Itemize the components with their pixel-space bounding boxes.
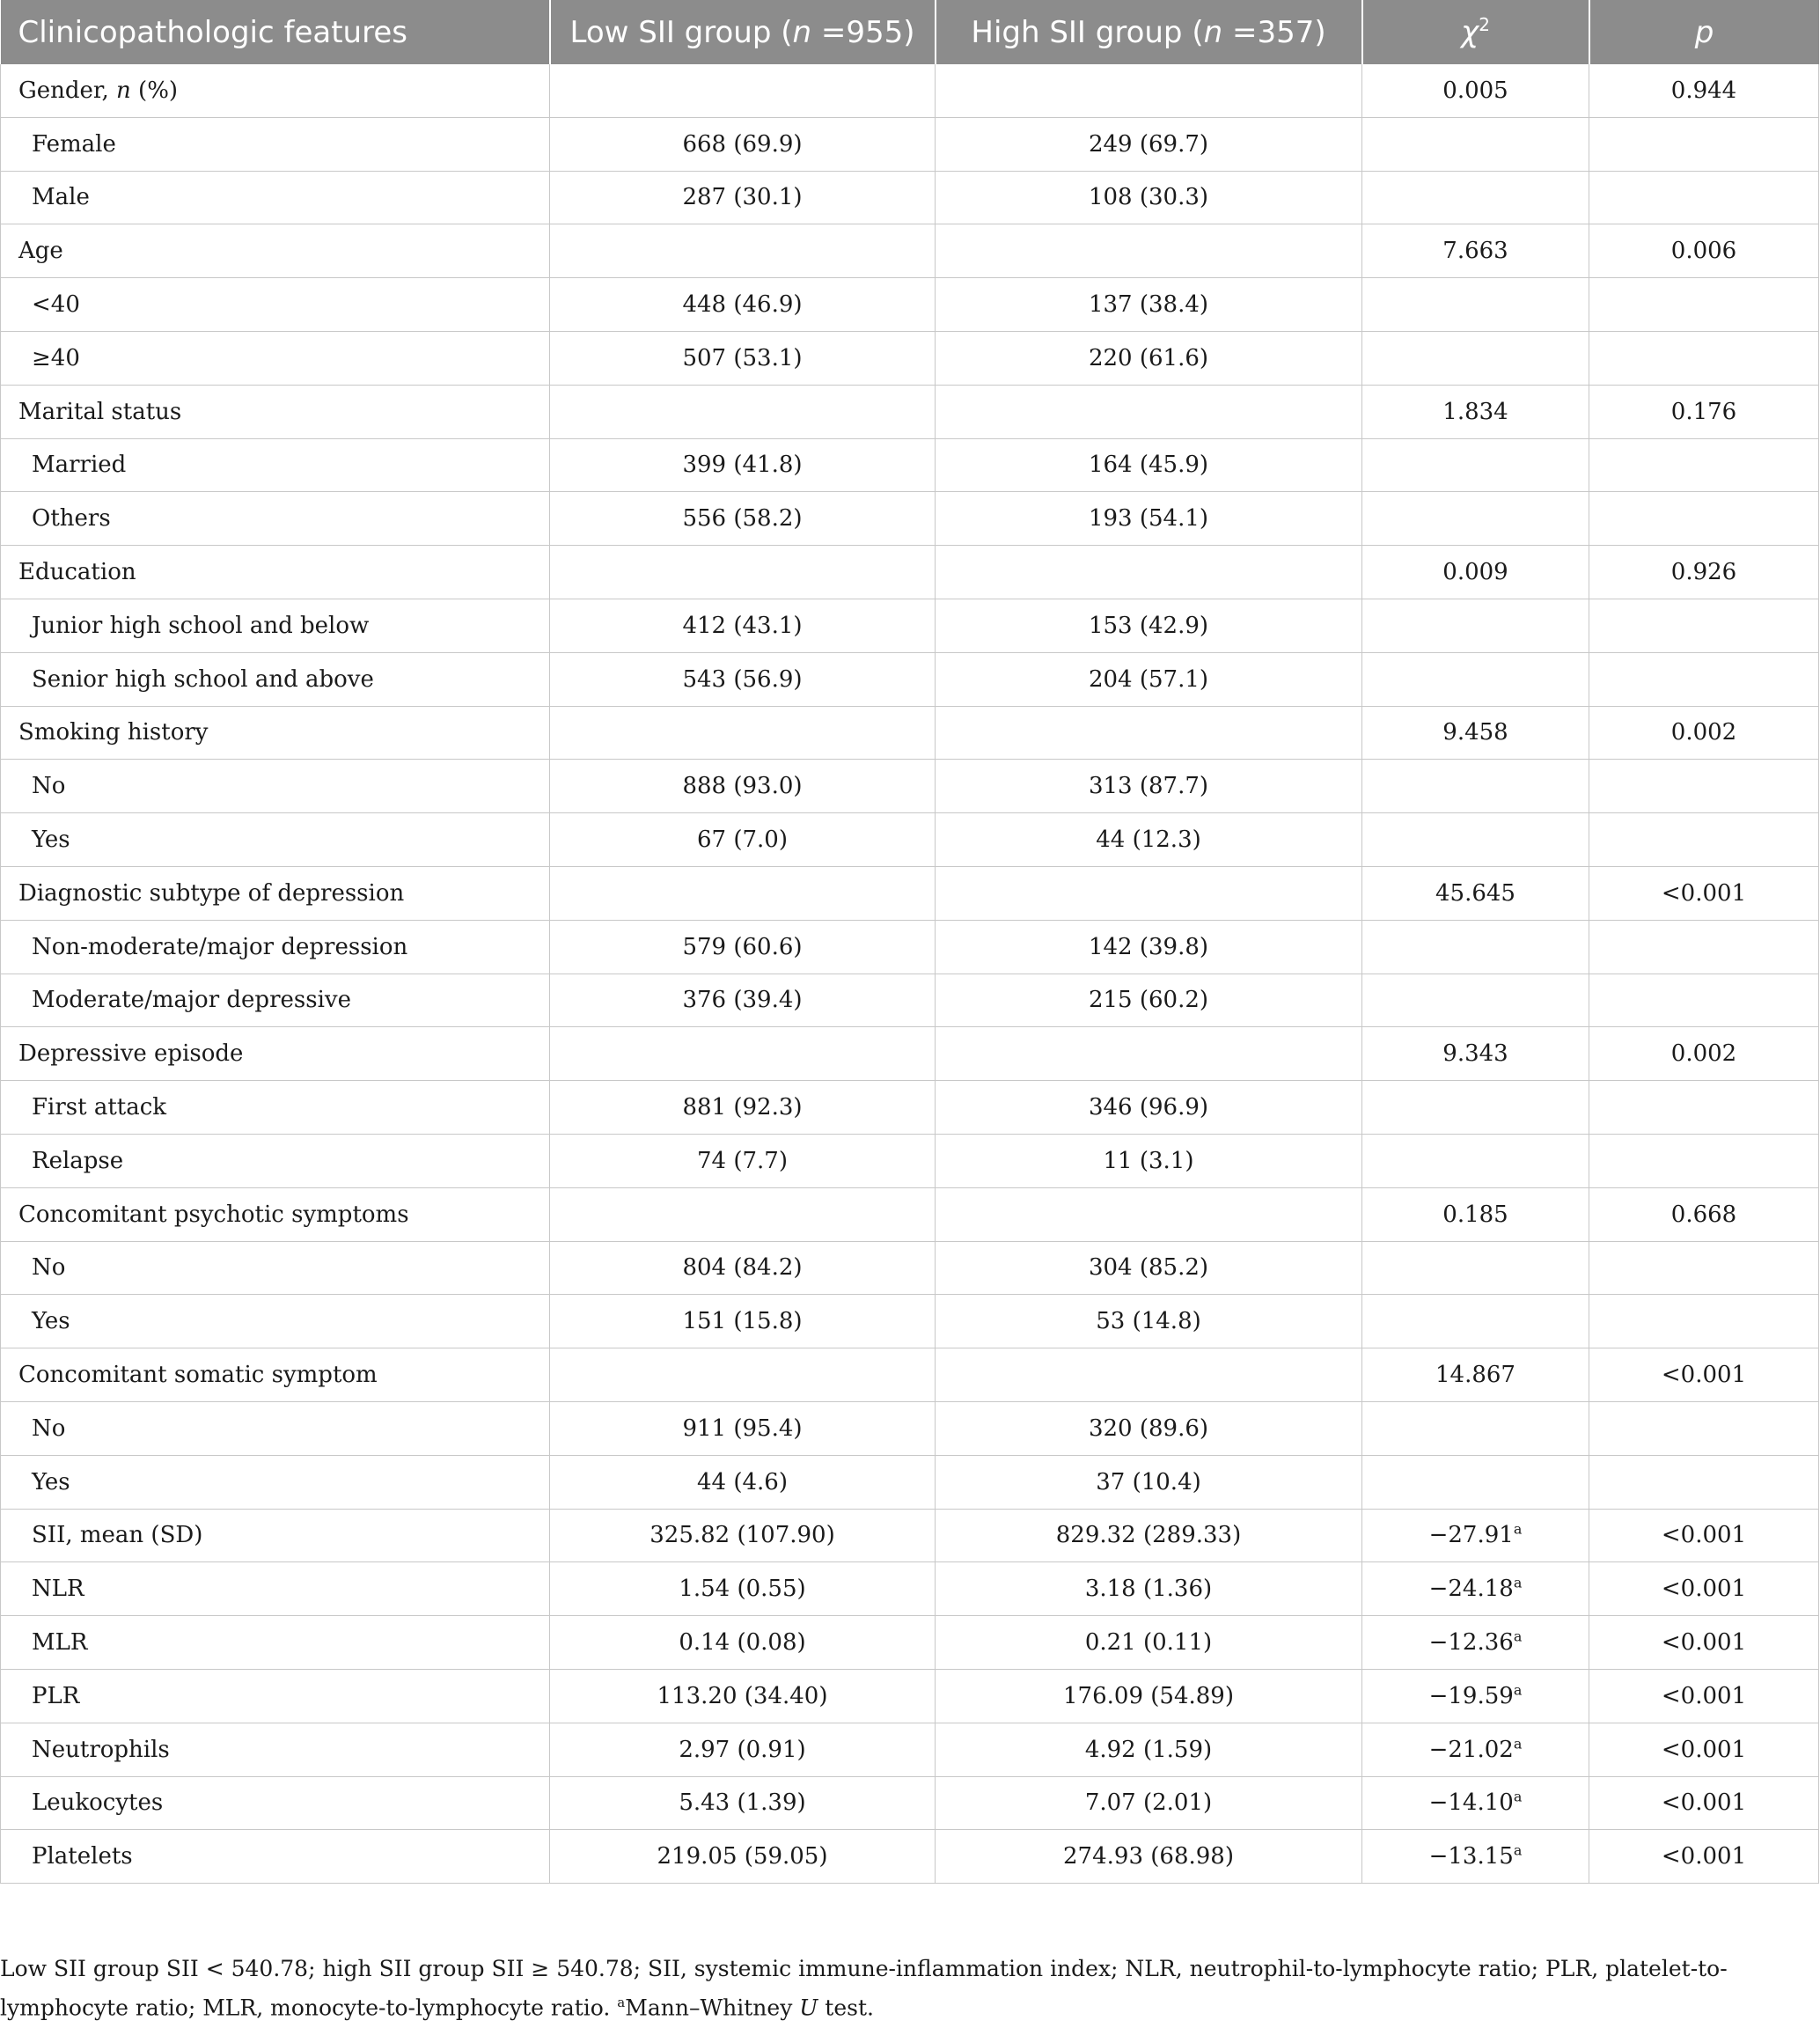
cell-chi-square bbox=[1362, 1455, 1589, 1509]
table-row bbox=[1, 974, 1819, 1027]
cell-high-sii: 215 (60.2) bbox=[936, 974, 1362, 1027]
cell-p-value: <0.001 bbox=[1589, 1776, 1819, 1830]
cell-low-sii: 543 (56.9) bbox=[550, 652, 936, 706]
cell-chi-square bbox=[1362, 813, 1589, 867]
cell-p-value bbox=[1589, 438, 1819, 492]
cell-p-value: 0.668 bbox=[1589, 1187, 1819, 1241]
cell-chi-square bbox=[1362, 599, 1589, 652]
cell-high-sii: 137 (38.4) bbox=[936, 278, 1362, 332]
table-row bbox=[1, 1348, 1819, 1402]
cell-p-value bbox=[1589, 1081, 1819, 1135]
row-label: Platelets bbox=[1, 1830, 550, 1884]
cell-chi-square: 7.663 bbox=[1362, 224, 1589, 278]
cell-low-sii: 0.14 (0.08) bbox=[550, 1616, 936, 1670]
cell-high-sii bbox=[936, 1187, 1362, 1241]
table-row bbox=[1, 866, 1819, 920]
row-label: No bbox=[1, 760, 550, 813]
row-label: Depressive episode bbox=[1, 1027, 550, 1081]
cell-p-value: <0.001 bbox=[1589, 1509, 1819, 1562]
cell-high-sii: 304 (85.2) bbox=[936, 1241, 1362, 1295]
table-row bbox=[1, 546, 1819, 599]
cell-high-sii: 829.32 (289.33) bbox=[936, 1509, 1362, 1562]
row-label: ≥40 bbox=[1, 331, 550, 385]
table-footnote: Low SII group SII < 540.78; high SII group SII ≥ 540.78; SII, systemic immune-inflammation index; NLR, neutrophil-to-lymphocyte ratio; PLR, platelet-to-lymphocyte ratio; MLR, monocyte-to-lymphocyte ratio. $^a$Mann–Whitney U test. bbox=[0, 1956, 1728, 2021]
cell-chi-square bbox=[1362, 117, 1589, 171]
cell-chi-square bbox=[1362, 1295, 1589, 1348]
row-label: No bbox=[1, 1401, 550, 1455]
cell-chi-square bbox=[1362, 974, 1589, 1027]
row-label: Married bbox=[1, 438, 550, 492]
table-row bbox=[1, 1134, 1819, 1187]
cell-high-sii: 0.21 (0.11) bbox=[936, 1616, 1362, 1670]
cell-p-value: <0.001 bbox=[1589, 1669, 1819, 1723]
cell-low-sii bbox=[550, 1027, 936, 1081]
cell-chi-square: 14.867 bbox=[1362, 1348, 1589, 1402]
row-label: Age bbox=[1, 224, 550, 278]
cell-chi-square: 0.005 bbox=[1362, 64, 1589, 117]
cell-low-sii: 881 (92.3) bbox=[550, 1081, 936, 1135]
cell-chi-square: −12.36$^a$ bbox=[1362, 1616, 1589, 1670]
cell-low-sii bbox=[550, 64, 936, 117]
table-row bbox=[1, 438, 1819, 492]
cell-high-sii: 220 (61.6) bbox=[936, 331, 1362, 385]
row-label: First attack bbox=[1, 1081, 550, 1135]
cell-low-sii: 804 (84.2) bbox=[550, 1241, 936, 1295]
cell-p-value bbox=[1589, 492, 1819, 546]
cell-chi-square: −21.02$^a$ bbox=[1362, 1723, 1589, 1776]
row-label: Concomitant somatic symptom bbox=[1, 1348, 550, 1402]
cell-high-sii bbox=[936, 1348, 1362, 1402]
table-row bbox=[1, 760, 1819, 813]
row-label: Junior high school and below bbox=[1, 599, 550, 652]
table-row bbox=[1, 1027, 1819, 1081]
cell-chi-square bbox=[1362, 331, 1589, 385]
cell-low-sii: 412 (43.1) bbox=[550, 599, 936, 652]
cell-p-value: <0.001 bbox=[1589, 1616, 1819, 1670]
cell-chi-square: 0.009 bbox=[1362, 546, 1589, 599]
cell-p-value bbox=[1589, 331, 1819, 385]
cell-p-value: 0.176 bbox=[1589, 385, 1819, 438]
cell-low-sii: 74 (7.7) bbox=[550, 1134, 936, 1187]
table-row bbox=[1, 1241, 1819, 1295]
cell-p-value: 0.002 bbox=[1589, 706, 1819, 760]
header-feature: Clinicopathologic features bbox=[1, 0, 550, 64]
cell-chi-square: −14.10$^a$ bbox=[1362, 1776, 1589, 1830]
cell-chi-square bbox=[1362, 171, 1589, 224]
row-label: SII, mean (SD) bbox=[1, 1509, 550, 1562]
cell-high-sii bbox=[936, 866, 1362, 920]
cell-chi-square bbox=[1362, 438, 1589, 492]
cell-chi-square bbox=[1362, 920, 1589, 974]
cell-high-sii: 3.18 (1.36) bbox=[936, 1562, 1362, 1616]
cell-high-sii bbox=[936, 546, 1362, 599]
row-label: Yes bbox=[1, 1455, 550, 1509]
row-label: Non-moderate/major depression bbox=[1, 920, 550, 974]
cell-high-sii: 53 (14.8) bbox=[936, 1295, 1362, 1348]
cell-low-sii: 668 (69.9) bbox=[550, 117, 936, 171]
table-row bbox=[1, 1401, 1819, 1455]
row-label: Education bbox=[1, 546, 550, 599]
cell-chi-square: 0.185 bbox=[1362, 1187, 1589, 1241]
row-label: Senior high school and above bbox=[1, 652, 550, 706]
cell-high-sii: 7.07 (2.01) bbox=[936, 1776, 1362, 1830]
cell-high-sii: 108 (30.3) bbox=[936, 171, 1362, 224]
cell-low-sii bbox=[550, 385, 936, 438]
cell-chi-square: 9.458 bbox=[1362, 706, 1589, 760]
row-label: Diagnostic subtype of depression bbox=[1, 866, 550, 920]
cell-low-sii: 556 (58.2) bbox=[550, 492, 936, 546]
cell-chi-square: −27.91$^a$ bbox=[1362, 1509, 1589, 1562]
row-label: Smoking history bbox=[1, 706, 550, 760]
cell-p-value: <0.001 bbox=[1589, 1723, 1819, 1776]
cell-p-value bbox=[1589, 760, 1819, 813]
cell-high-sii: 142 (39.8) bbox=[936, 920, 1362, 974]
cell-chi-square: −13.15$^a$ bbox=[1362, 1830, 1589, 1884]
table-row bbox=[1, 1187, 1819, 1241]
cell-low-sii: 507 (53.1) bbox=[550, 331, 936, 385]
cell-p-value: <0.001 bbox=[1589, 1830, 1819, 1884]
cell-high-sii bbox=[936, 224, 1362, 278]
cell-p-value: 0.006 bbox=[1589, 224, 1819, 278]
cell-chi-square bbox=[1362, 652, 1589, 706]
cell-chi-square: 45.645 bbox=[1362, 866, 1589, 920]
cell-chi-square bbox=[1362, 492, 1589, 546]
cell-p-value: <0.001 bbox=[1589, 1348, 1819, 1402]
table-row bbox=[1, 706, 1819, 760]
cell-chi-square bbox=[1362, 278, 1589, 332]
table-row bbox=[1, 1723, 1819, 1776]
cell-high-sii bbox=[936, 385, 1362, 438]
cell-low-sii: 287 (30.1) bbox=[550, 171, 936, 224]
cell-high-sii: 11 (3.1) bbox=[936, 1134, 1362, 1187]
table-row bbox=[1, 64, 1819, 117]
row-label: Yes bbox=[1, 813, 550, 867]
row-label: <40 bbox=[1, 278, 550, 332]
cell-high-sii: 164 (45.9) bbox=[936, 438, 1362, 492]
cell-low-sii: 2.97 (0.91) bbox=[550, 1723, 936, 1776]
header-row bbox=[1, 0, 1819, 64]
cell-low-sii bbox=[550, 866, 936, 920]
cell-p-value bbox=[1589, 599, 1819, 652]
cell-low-sii: 151 (15.8) bbox=[550, 1295, 936, 1348]
table-row bbox=[1, 652, 1819, 706]
table-row bbox=[1, 1616, 1819, 1670]
cell-low-sii: 325.82 (107.90) bbox=[550, 1509, 936, 1562]
cell-chi-square: 9.343 bbox=[1362, 1027, 1589, 1081]
cell-p-value: <0.001 bbox=[1589, 1562, 1819, 1616]
cell-high-sii: 313 (87.7) bbox=[936, 760, 1362, 813]
row-label: Neutrophils bbox=[1, 1723, 550, 1776]
table-row bbox=[1, 1509, 1819, 1562]
cell-p-value bbox=[1589, 920, 1819, 974]
cell-low-sii: 579 (60.6) bbox=[550, 920, 936, 974]
row-label: Male bbox=[1, 171, 550, 224]
cell-high-sii: 4.92 (1.59) bbox=[936, 1723, 1362, 1776]
cell-high-sii: 320 (89.6) bbox=[936, 1401, 1362, 1455]
cell-high-sii: 153 (42.9) bbox=[936, 599, 1362, 652]
cell-high-sii: 193 (54.1) bbox=[936, 492, 1362, 546]
table-row bbox=[1, 331, 1819, 385]
table-row bbox=[1, 1830, 1819, 1884]
cell-low-sii bbox=[550, 1187, 936, 1241]
row-label: Yes bbox=[1, 1295, 550, 1348]
cell-p-value bbox=[1589, 1295, 1819, 1348]
table-row bbox=[1, 492, 1819, 546]
table-row bbox=[1, 1562, 1819, 1616]
table-row bbox=[1, 278, 1819, 332]
cell-p-value bbox=[1589, 1401, 1819, 1455]
cell-chi-square: −24.18$^a$ bbox=[1362, 1562, 1589, 1616]
header-chi-square: $\chi^2$ bbox=[1362, 0, 1589, 64]
row-label: Leukocytes bbox=[1, 1776, 550, 1830]
cell-chi-square bbox=[1362, 1081, 1589, 1135]
cell-p-value bbox=[1589, 652, 1819, 706]
cell-low-sii: 44 (4.6) bbox=[550, 1455, 936, 1509]
header-low-sii: Low SII group (n =955) bbox=[550, 0, 936, 64]
table-row bbox=[1, 171, 1819, 224]
cell-high-sii: 346 (96.9) bbox=[936, 1081, 1362, 1135]
table-row bbox=[1, 920, 1819, 974]
cell-chi-square bbox=[1362, 1134, 1589, 1187]
row-label: Marital status bbox=[1, 385, 550, 438]
cell-p-value: 0.926 bbox=[1589, 546, 1819, 599]
cell-high-sii: 249 (69.7) bbox=[936, 117, 1362, 171]
cell-chi-square bbox=[1362, 760, 1589, 813]
table-row bbox=[1, 813, 1819, 867]
cell-p-value bbox=[1589, 1241, 1819, 1295]
cell-p-value bbox=[1589, 117, 1819, 171]
header-high-sii: High SII group (n =357) bbox=[936, 0, 1362, 64]
table-row bbox=[1, 385, 1819, 438]
cell-low-sii bbox=[550, 1348, 936, 1402]
cell-low-sii: 911 (95.4) bbox=[550, 1401, 936, 1455]
cell-low-sii: 219.05 (59.05) bbox=[550, 1830, 936, 1884]
cell-high-sii: 204 (57.1) bbox=[936, 652, 1362, 706]
table-row bbox=[1, 1776, 1819, 1830]
row-label: No bbox=[1, 1241, 550, 1295]
table-body bbox=[1, 64, 1819, 1884]
table-row bbox=[1, 117, 1819, 171]
row-label: Gender, n (%) bbox=[1, 64, 550, 117]
cell-low-sii bbox=[550, 546, 936, 599]
cell-high-sii: 274.93 (68.98) bbox=[936, 1830, 1362, 1884]
row-label: Female bbox=[1, 117, 550, 171]
table-row bbox=[1, 224, 1819, 278]
cell-low-sii bbox=[550, 706, 936, 760]
cell-high-sii bbox=[936, 706, 1362, 760]
cell-p-value: 0.002 bbox=[1589, 1027, 1819, 1081]
cell-p-value bbox=[1589, 974, 1819, 1027]
row-label: NLR bbox=[1, 1562, 550, 1616]
cell-low-sii: 67 (7.0) bbox=[550, 813, 936, 867]
cell-chi-square bbox=[1362, 1401, 1589, 1455]
table-row bbox=[1, 599, 1819, 652]
cell-high-sii: 44 (12.3) bbox=[936, 813, 1362, 867]
cell-chi-square: 1.834 bbox=[1362, 385, 1589, 438]
cell-chi-square bbox=[1362, 1241, 1589, 1295]
cell-high-sii bbox=[936, 64, 1362, 117]
cell-low-sii: 1.54 (0.55) bbox=[550, 1562, 936, 1616]
cell-p-value bbox=[1589, 278, 1819, 332]
header-p-value: p bbox=[1589, 0, 1819, 64]
row-label: Concomitant psychotic symptoms bbox=[1, 1187, 550, 1241]
table-row bbox=[1, 1081, 1819, 1135]
cell-p-value: 0.944 bbox=[1589, 64, 1819, 117]
cell-low-sii bbox=[550, 224, 936, 278]
row-label: Moderate/major depressive bbox=[1, 974, 550, 1027]
cell-low-sii: 448 (46.9) bbox=[550, 278, 936, 332]
cell-low-sii: 376 (39.4) bbox=[550, 974, 936, 1027]
table-row bbox=[1, 1669, 1819, 1723]
cell-high-sii: 37 (10.4) bbox=[936, 1455, 1362, 1509]
cell-low-sii: 113.20 (34.40) bbox=[550, 1669, 936, 1723]
cell-low-sii: 888 (93.0) bbox=[550, 760, 936, 813]
cell-p-value: <0.001 bbox=[1589, 866, 1819, 920]
cell-p-value bbox=[1589, 813, 1819, 867]
cell-low-sii: 5.43 (1.39) bbox=[550, 1776, 936, 1830]
cell-p-value bbox=[1589, 1134, 1819, 1187]
row-label: MLR bbox=[1, 1616, 550, 1670]
cell-p-value bbox=[1589, 1455, 1819, 1509]
cell-high-sii: 176.09 (54.89) bbox=[936, 1669, 1362, 1723]
row-label: Relapse bbox=[1, 1134, 550, 1187]
cell-p-value bbox=[1589, 171, 1819, 224]
cell-chi-square: −19.59$^a$ bbox=[1362, 1669, 1589, 1723]
cell-low-sii: 399 (41.8) bbox=[550, 438, 936, 492]
table-row bbox=[1, 1295, 1819, 1348]
row-label: Others bbox=[1, 492, 550, 546]
table-row bbox=[1, 1455, 1819, 1509]
cell-high-sii bbox=[936, 1027, 1362, 1081]
row-label: PLR bbox=[1, 1669, 550, 1723]
